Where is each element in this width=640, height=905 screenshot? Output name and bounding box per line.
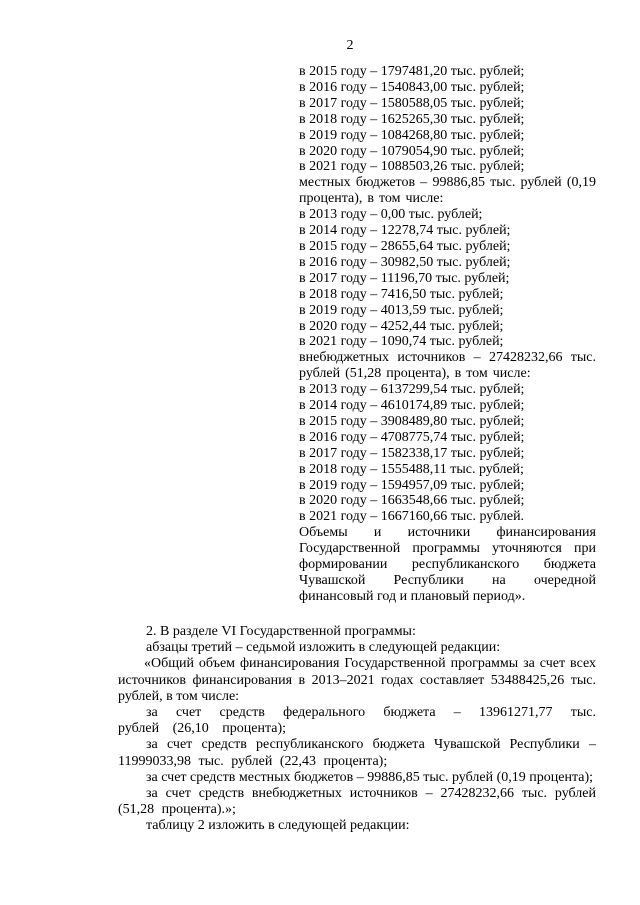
local-budgets-heading: местных бюджетов – 99886,85 тыс. рублей (0,19 процента), в том числе: xyxy=(299,175,596,207)
closing-paragraph: Объемы и источники финансирования Государственной программы уточняются при формировании республиканского бюджета Чувашской Республики на очередной финансовый год и плановый период». xyxy=(299,525,596,604)
federal-budget-paragraph: за счет средств федерального бюджета – 13961271,77 тыс. рублей (26,10 процента); xyxy=(118,705,596,737)
federal-2019-line: в 2019 году – 1084268,80 тыс. рублей; xyxy=(299,127,525,143)
local-2013-line: в 2013 году – 0,00 тыс. рублей; xyxy=(299,207,483,223)
extra-2015-line: в 2015 году – 3908489,80 тыс. рублей; xyxy=(299,413,525,429)
extra-2014-line: в 2014 году – 4610174,89 тыс. рублей; xyxy=(299,398,525,414)
federal-2018-line: в 2018 году – 1625265,30 тыс. рублей; xyxy=(299,111,525,127)
local-budgets-paragraph: за счет средств местных бюджетов – 99886,85 тыс. рублей (0,19 процента); xyxy=(146,769,593,785)
local-2019-line: в 2019 году – 4013,59 тыс. рублей; xyxy=(299,302,504,318)
federal-2020-line: в 2020 году – 1079054,90 тыс. рублей; xyxy=(299,143,525,159)
republican-budget-paragraph: за счет средств республиканского бюджета Чувашской Республики – 11999033,98 тыс. рублей (22,43 процента); xyxy=(118,737,596,769)
local-2021-line: в 2021 году – 1090,74 тыс. рублей; xyxy=(299,334,504,350)
extra-2018-line: в 2018 году – 1555488,11 тыс. рублей; xyxy=(299,461,524,477)
local-2017-line: в 2017 году – 11196,70 тыс. рублей; xyxy=(299,270,510,286)
federal-2017-line: в 2017 году – 1580588,05 тыс. рублей; xyxy=(299,95,525,111)
extra-2013-line: в 2013 году – 6137299,54 тыс. рублей; xyxy=(299,382,525,398)
paragraphs-instruction: абзацы третий – седьмой изложить в следующей редакции: xyxy=(146,640,501,656)
extra-2020-line: в 2020 году – 1663548,66 тыс. рублей; xyxy=(299,493,525,509)
federal-2021-line: в 2021 году – 1088503,26 тыс. рублей; xyxy=(299,159,525,175)
extra-2019-line: в 2019 году – 1594957,09 тыс. рублей; xyxy=(299,477,525,493)
extrabudgetary-paragraph: за счет средств внебюджетных источников – 27428232,66 тыс. рублей (51,28 процента).»; xyxy=(118,786,596,818)
federal-2016-line: в 2016 году – 1540843,00 тыс. рублей; xyxy=(299,79,525,95)
local-2014-line: в 2014 году – 12278,74 тыс. рублей; xyxy=(299,223,511,239)
local-2020-line: в 2020 году – 4252,44 тыс. рублей; xyxy=(299,318,504,334)
total-financing-paragraph: «Общий объем финансирования Государственной программы за счет всех источников финансирования в 2013–2021 годах составляет 53488425,26 тыс. рублей, в том числе: xyxy=(118,656,596,704)
page-number: 2 xyxy=(346,38,354,53)
local-2016-line: в 2016 году – 30982,50 тыс. рублей; xyxy=(299,254,511,270)
extra-2021-line: в 2021 году – 1667160,66 тыс. рублей. xyxy=(299,509,525,525)
table-instruction: таблицу 2 изложить в следующей редакции: xyxy=(146,818,410,834)
section-2-heading: 2. В разделе VI Государственной программы: xyxy=(146,624,416,639)
section-vi-amendments xyxy=(118,624,596,835)
federal-2015-line: в 2015 году – 1797481,20 тыс. рублей; xyxy=(299,64,525,79)
extrabudgetary-heading: внебюджетных источников – 27428232,66 тыс. рублей (51,28 процента), в том числе: xyxy=(299,350,596,382)
local-2018-line: в 2018 году – 7416,50 тыс. рублей; xyxy=(299,286,504,302)
local-2015-line: в 2015 году – 28655,64 тыс. рублей; xyxy=(299,238,511,254)
financing-volumes-column xyxy=(299,64,596,605)
extra-2017-line: в 2017 году – 1582338,17 тыс. рублей; xyxy=(299,445,525,461)
extra-2016-line: в 2016 году – 4708775,74 тыс. рублей; xyxy=(299,429,525,445)
